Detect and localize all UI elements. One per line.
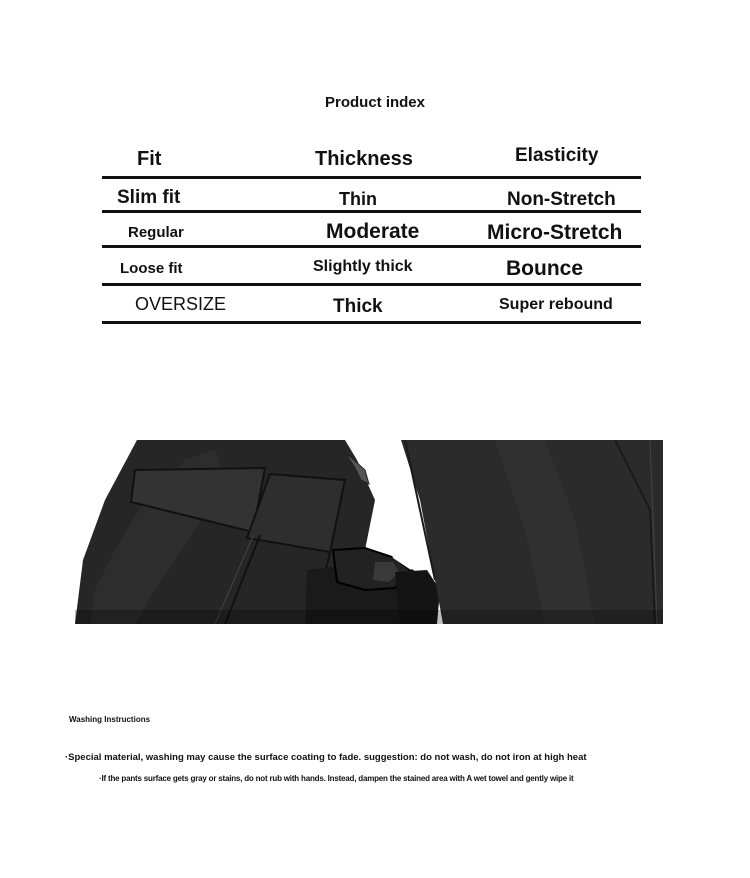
product-index-title: Product index	[324, 94, 425, 111]
product-photo	[75, 440, 663, 624]
pants-detail-illustration	[75, 440, 663, 624]
washing-instructions-title: Washing Instructions	[69, 715, 151, 724]
cell-elasticity-non-stretch: Non-Stretch	[507, 189, 616, 210]
cell-fit-slim: Slim fit	[117, 187, 181, 208]
cell-fit-oversize: OVERSIZE	[135, 294, 227, 314]
header-fit: Fit	[137, 148, 162, 170]
cell-thickness-slightly-thick: Slightly thick	[313, 258, 413, 275]
cell-elasticity-super-rebound: Super rebound	[499, 296, 613, 313]
cell-fit-loose: Loose fit	[120, 260, 183, 277]
table-divider	[102, 210, 641, 213]
cell-thickness-thick: Thick	[333, 296, 383, 317]
table-divider	[102, 176, 641, 179]
table-divider	[102, 321, 641, 324]
washing-instruction-line: ·Special material, washing may cause the surface coating to fade. suggestion: do not wash, do not iron at high heat	[65, 752, 587, 763]
cell-fit-regular: Regular	[128, 224, 184, 241]
header-elasticity: Elasticity	[515, 145, 599, 166]
cell-thickness-thin: Thin	[339, 189, 377, 209]
cell-thickness-moderate: Moderate	[326, 220, 420, 243]
header-thickness: Thickness	[315, 148, 413, 170]
table-divider	[102, 245, 641, 248]
cell-elasticity-bounce: Bounce	[506, 257, 584, 280]
cell-elasticity-micro-stretch: Micro-Stretch	[487, 221, 623, 244]
washing-instruction-line: ·If the pants surface gets gray or stains, do not rub with hands. Instead, dampen the stained area with A wet towel and gently wipe it	[99, 774, 574, 783]
table-divider	[102, 283, 641, 286]
